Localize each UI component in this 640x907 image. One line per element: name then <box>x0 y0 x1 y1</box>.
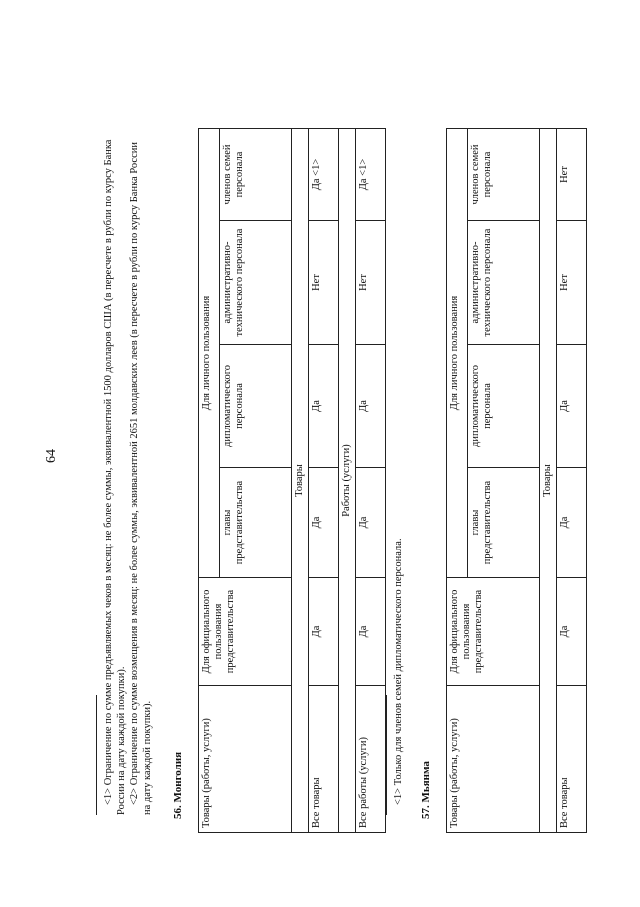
footnote-mongolia: <1> Только для членов семей дипломатического персонала. <box>393 538 404 805</box>
section-label-goods: Товары <box>540 129 557 833</box>
header-official-use: Для официального пользования представительства <box>199 578 292 686</box>
section-title-mongolia: 56. Монголия <box>172 751 184 819</box>
table-header-row <box>199 129 220 833</box>
section-row-goods <box>540 129 557 833</box>
cell-head: Да <box>557 468 587 578</box>
footnote-rule <box>96 695 97 815</box>
header-admin-staff: административно-технического персонала <box>220 221 292 345</box>
footnote-2-line-2: на дату каждой покупки). <box>142 700 153 815</box>
cell-official: Да <box>309 578 339 686</box>
section-row-works <box>339 129 356 833</box>
footnote-2-line-1: <2> Ограничение по сумме возмещения в месяц: не более суммы, эквивалентной 2651 молдавских леев (в пересчете в рубли по курсу Банка России <box>129 142 140 805</box>
table-row <box>309 129 339 833</box>
cell-family: Нет <box>557 129 587 221</box>
row-label: Все товары <box>309 686 339 833</box>
header-personal-use: Для личного пользования <box>199 129 220 578</box>
myanmar-table <box>446 128 587 833</box>
section-title-myanmar: 57. Мьянма <box>420 761 432 819</box>
row-label: Все товары <box>557 686 587 833</box>
footnote-rule <box>386 695 387 815</box>
header-head-of-mission: главы представительства <box>220 468 292 578</box>
header-diplomatic-staff: дипломатического персонала <box>220 345 292 468</box>
footnote-1-line-2: России на дату каждой покупки). <box>116 666 127 815</box>
page-number: 64 <box>44 449 59 463</box>
section-label-goods: Товары <box>292 129 309 833</box>
row-label: Все работы (услуги) <box>356 686 386 833</box>
cell-diplomatic: Да <box>356 345 386 468</box>
footnote-1-line-1: <1> Ограничение по сумме предъявляемых чеков в месяц: не более суммы, эквивалентной 1500 долларов США (в пересчете в рубли по курсу Банка <box>103 139 114 805</box>
cell-head: Да <box>356 468 386 578</box>
table-header-row <box>447 129 468 833</box>
cell-admin: Нет <box>557 221 587 345</box>
cell-official: Да <box>557 578 587 686</box>
header-goods-col: Товары (работы, услуги) <box>447 686 540 833</box>
cell-family: Да <1> <box>309 129 339 221</box>
header-head-of-mission: главы представительства <box>468 468 540 578</box>
header-official-use: Для официального пользования представительства <box>447 578 540 686</box>
header-personal-use: Для личного пользования <box>447 129 468 578</box>
header-goods-col: Товары (работы, услуги) <box>199 686 292 833</box>
cell-head: Да <box>309 468 339 578</box>
header-family-members: членов семей персонала <box>468 129 540 221</box>
header-admin-staff: административно-технического персонала <box>468 221 540 345</box>
cell-family: Да <1> <box>356 129 386 221</box>
section-row-goods <box>292 129 309 833</box>
mongolia-table <box>198 128 386 833</box>
header-family-members: членов семей персонала <box>220 129 292 221</box>
header-diplomatic-staff: дипломатического персонала <box>468 345 540 468</box>
table-row <box>356 129 386 833</box>
cell-official: Да <box>356 578 386 686</box>
table-row <box>557 129 587 833</box>
cell-admin: Нет <box>356 221 386 345</box>
section-label-works: Работы (услуги) <box>339 129 356 833</box>
cell-diplomatic: Да <box>557 345 587 468</box>
cell-admin: Нет <box>309 221 339 345</box>
cell-diplomatic: Да <box>309 345 339 468</box>
